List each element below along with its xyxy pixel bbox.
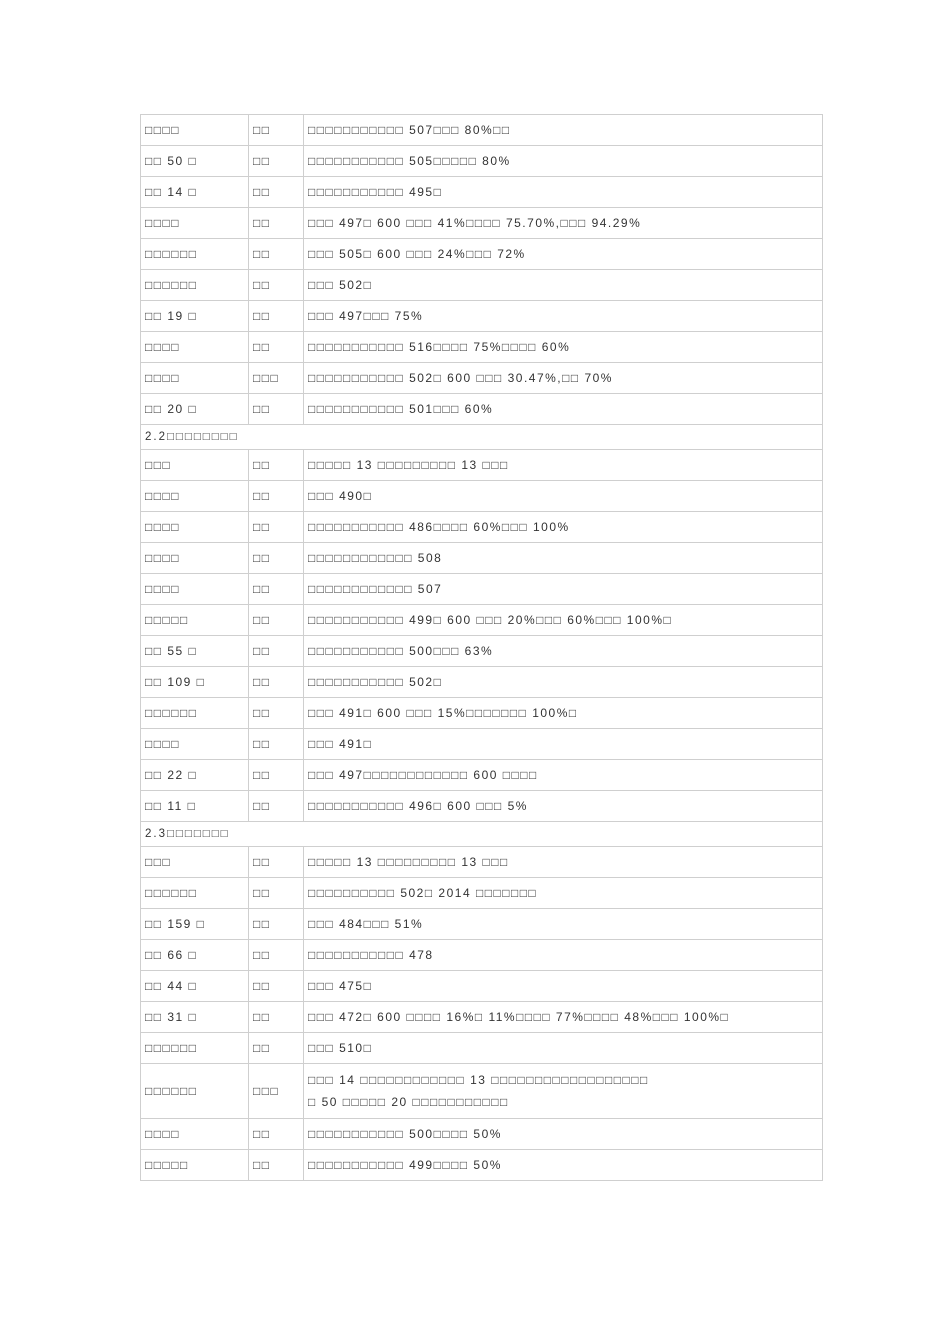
detail-cell: □□□□□□□□□□□ 495□ [304, 177, 823, 208]
school-type-cell: □□ [249, 760, 304, 791]
table-row [141, 574, 823, 605]
detail-cell: □□□□□□□□□□□ 501□□□ 60% [304, 394, 823, 425]
detail-cell: □□□□□□□□□□□ 486□□□□ 60%□□□ 100% [304, 512, 823, 543]
table-row [141, 301, 823, 332]
school-type-cell: □□ [249, 1002, 304, 1033]
table-row [141, 146, 823, 177]
table-row [141, 605, 823, 636]
detail-cell: □□□□□□□□□□ 502□ 2014 □□□□□□□ [304, 878, 823, 909]
school-name-cell: □□ 109 □ [141, 667, 249, 698]
school-name-cell: □□□□□□ [141, 239, 249, 270]
detail-line-2: □ 50 □□□□□ 20 □□□□□□□□□□□ [308, 1095, 509, 1109]
table-row [141, 481, 823, 512]
school-name-cell: □□□ [141, 450, 249, 481]
table-row [141, 698, 823, 729]
school-name-cell: □□□ [141, 847, 249, 878]
table-row [141, 667, 823, 698]
section-heading: 2.2□□□□□□□□ [141, 425, 823, 450]
school-type-cell: □□ [249, 512, 304, 543]
school-type-cell: □□ [249, 481, 304, 512]
school-name-cell: □□□□ [141, 332, 249, 363]
table-row [141, 115, 823, 146]
school-name-cell: □□ 66 □ [141, 940, 249, 971]
table-row [141, 1033, 823, 1064]
detail-cell: □□□□□□□□□□□□ 508 [304, 543, 823, 574]
school-name-cell: □□ 44 □ [141, 971, 249, 1002]
school-type-cell: □□ [249, 450, 304, 481]
table-row [141, 636, 823, 667]
detail-cell: □□□ 510□ [304, 1033, 823, 1064]
table-row [141, 512, 823, 543]
school-name-cell: □□□□□□ [141, 1033, 249, 1064]
table-row [141, 729, 823, 760]
school-name-cell: □□ 20 □ [141, 394, 249, 425]
school-type-cell: □□ [249, 909, 304, 940]
table-row [141, 270, 823, 301]
table-row [141, 971, 823, 1002]
school-name-cell: □□□□ [141, 512, 249, 543]
document-page [140, 114, 823, 1181]
section-heading: 2.3□□□□□□□ [141, 822, 823, 847]
detail-cell: □□□ 505□ 600 □□□ 24%□□□ 72% [304, 239, 823, 270]
detail-cell: □□□□□□□□□□□ 507□□□ 80%□□ [304, 115, 823, 146]
school-type-cell: □□ [249, 847, 304, 878]
table-row [141, 909, 823, 940]
detail-cell: □□□□□□□□□□□ 499□ 600 □□□ 20%□□□ 60%□□□ 100%□ [304, 605, 823, 636]
section-heading-row [141, 822, 823, 847]
school-type-cell: □□ [249, 574, 304, 605]
school-table [140, 114, 823, 1181]
school-name-cell: □□□□□ [141, 1150, 249, 1181]
school-type-cell: □□ [249, 270, 304, 301]
detail-cell: □□□ 484□□□ 51% [304, 909, 823, 940]
school-type-cell: □□□ [249, 363, 304, 394]
school-type-cell: □□ [249, 636, 304, 667]
school-type-cell: □□ [249, 971, 304, 1002]
detail-cell: □□□ 502□ [304, 270, 823, 301]
detail-cell: □□□□□□□□□□□ 500□□□□ 50% [304, 1119, 823, 1150]
detail-cell: □□□□□□□□□□□ 500□□□ 63% [304, 636, 823, 667]
table-row [141, 847, 823, 878]
school-name-cell: □□ 22 □ [141, 760, 249, 791]
school-name-cell: □□□□ [141, 1119, 249, 1150]
table-row [141, 1002, 823, 1033]
school-name-cell: □□ 14 □ [141, 177, 249, 208]
school-name-cell: □□□□ [141, 363, 249, 394]
school-name-cell: □□□□□ [141, 605, 249, 636]
school-type-cell: □□ [249, 115, 304, 146]
school-type-cell: □□ [249, 1150, 304, 1181]
detail-cell: □□□□□□□□□□□ 502□ 600 □□□ 30.47%,□□ 70% [304, 363, 823, 394]
detail-cell: □□□ 497□□□ 75% [304, 301, 823, 332]
school-name-cell: □□□□ [141, 574, 249, 605]
detail-cell [304, 1064, 823, 1119]
school-name-cell: □□ 11 □ [141, 791, 249, 822]
school-type-cell: □□ [249, 1033, 304, 1064]
school-type-cell: □□□ [249, 1064, 304, 1119]
school-type-cell: □□ [249, 332, 304, 363]
school-type-cell: □□ [249, 177, 304, 208]
detail-cell: □□□ 472□ 600 □□□□ 16%□ 11%□□□□ 77%□□□□ 48%□□□ 100%□ [304, 1002, 823, 1033]
school-name-cell: □□ 55 □ [141, 636, 249, 667]
school-type-cell: □□ [249, 605, 304, 636]
detail-cell: □□□ 490□ [304, 481, 823, 512]
detail-cell: □□□ 497□□□□□□□□□□□□ 600 □□□□ [304, 760, 823, 791]
detail-cell: □□□□□□□□□□□ 516□□□□ 75%□□□□ 60% [304, 332, 823, 363]
detail-cell: □□□ 491□ 600 □□□ 15%□□□□□□□ 100%□ [304, 698, 823, 729]
detail-cell: □□□ 497□ 600 □□□ 41%□□□□ 75.70%,□□□ 94.29% [304, 208, 823, 239]
detail-cell: □□□□□□□□□□□□ 507 [304, 574, 823, 605]
school-name-cell: □□□□□□ [141, 878, 249, 909]
school-name-cell: □□□□ [141, 481, 249, 512]
school-type-cell: □□ [249, 667, 304, 698]
school-name-cell: □□ 50 □ [141, 146, 249, 177]
school-name-cell: □□ 19 □ [141, 301, 249, 332]
school-type-cell: □□ [249, 791, 304, 822]
detail-cell: □□□□□ 13 □□□□□□□□□ 13 □□□ [304, 847, 823, 878]
school-name-cell: □□□□□□ [141, 698, 249, 729]
school-type-cell: □□ [249, 208, 304, 239]
section-heading-row [141, 425, 823, 450]
table-row [141, 1150, 823, 1181]
table-row [141, 177, 823, 208]
detail-cell: □□□ 491□ [304, 729, 823, 760]
school-type-cell: □□ [249, 394, 304, 425]
detail-cell: □□□□□□□□□□□ 502□ [304, 667, 823, 698]
detail-cell: □□□□□□□□□□□ 505□□□□□ 80% [304, 146, 823, 177]
table-row [141, 208, 823, 239]
detail-cell: □□□□□□□□□□□ 499□□□□ 50% [304, 1150, 823, 1181]
school-type-cell: □□ [249, 239, 304, 270]
table-row [141, 543, 823, 574]
school-name-cell: □□□□ [141, 729, 249, 760]
school-type-cell: □□ [249, 301, 304, 332]
table-row [141, 450, 823, 481]
school-name-cell: □□□□ [141, 208, 249, 239]
detail-cell: □□□□□□□□□□□ 496□ 600 □□□ 5% [304, 791, 823, 822]
school-name-cell: □□ 159 □ [141, 909, 249, 940]
school-name-cell: □□ 31 □ [141, 1002, 249, 1033]
school-type-cell: □□ [249, 729, 304, 760]
table-row [141, 760, 823, 791]
table-row [141, 791, 823, 822]
school-name-cell: □□□□ [141, 543, 249, 574]
table-row [141, 332, 823, 363]
school-name-cell: □□□□ [141, 115, 249, 146]
table-row [141, 1064, 823, 1119]
school-name-cell: □□□□□□ [141, 270, 249, 301]
detail-cell: □□□ 475□ [304, 971, 823, 1002]
table-row [141, 940, 823, 971]
table-row [141, 239, 823, 270]
detail-line-1: □□□ 14 □□□□□□□□□□□□ 13 □□□□□□□□□□□□□□□□□□ [308, 1073, 649, 1087]
table-row [141, 878, 823, 909]
school-type-cell: □□ [249, 1119, 304, 1150]
school-type-cell: □□ [249, 940, 304, 971]
table-row [141, 1119, 823, 1150]
detail-cell: □□□□□ 13 □□□□□□□□□ 13 □□□ [304, 450, 823, 481]
school-type-cell: □□ [249, 698, 304, 729]
table-row [141, 394, 823, 425]
table-body [141, 115, 823, 1181]
table-row [141, 363, 823, 394]
detail-cell: □□□□□□□□□□□ 478 [304, 940, 823, 971]
school-type-cell: □□ [249, 146, 304, 177]
school-type-cell: □□ [249, 878, 304, 909]
school-type-cell: □□ [249, 543, 304, 574]
school-name-cell: □□□□□□ [141, 1064, 249, 1119]
